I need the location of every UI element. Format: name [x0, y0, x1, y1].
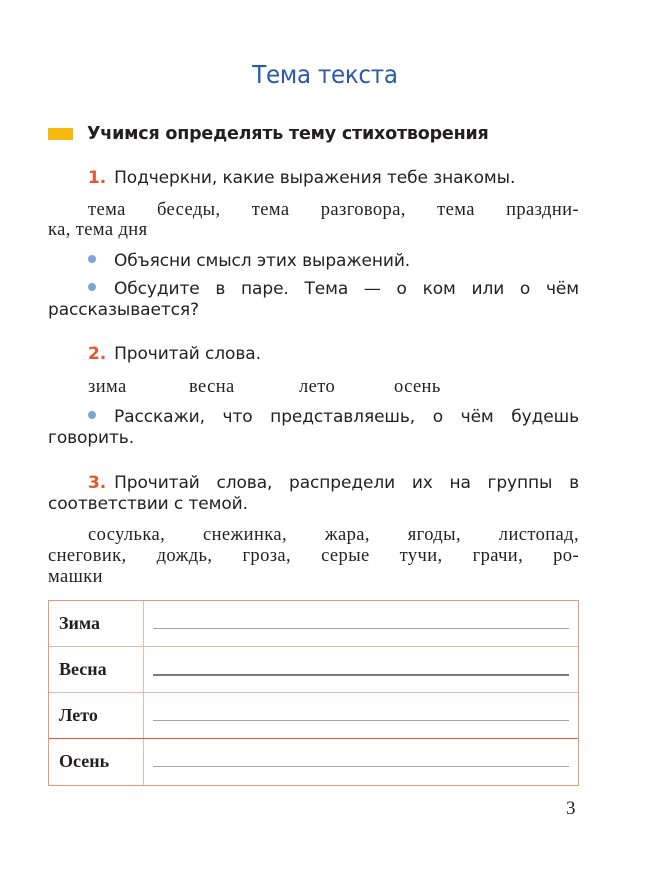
task-3-number: 3.	[88, 473, 107, 493]
task-1-number: 1.	[88, 168, 107, 188]
task-2-bullet-1-line-2: говорить.	[48, 428, 135, 448]
bullet-icon	[88, 283, 96, 291]
page-title: Тема текста	[252, 60, 398, 89]
task-3-instruction-line-1	[48, 473, 579, 494]
answer-field-osen[interactable]	[144, 739, 578, 785]
answer-field-vesna[interactable]	[144, 647, 578, 692]
row-label-zima: Зима	[49, 601, 144, 646]
task-1-bullet-2-line-2: рассказывается?	[48, 300, 199, 320]
section-title: Учимся определять тему стихотворения	[87, 124, 489, 144]
task-1-bullet-2-text: Обсудите в паре. Тема — о ком или о чём	[114, 279, 579, 299]
task-1-bullet-1	[48, 251, 579, 272]
word-zima: зима	[88, 377, 127, 397]
word-vesna: весна	[189, 377, 235, 397]
bullet-icon	[88, 255, 96, 263]
task-2-instruction-text: Прочитай слова.	[114, 344, 261, 364]
season-table	[48, 600, 579, 786]
answer-line	[153, 720, 569, 721]
table-row	[49, 647, 578, 693]
section-header	[48, 124, 489, 144]
task-1-instruction	[48, 168, 579, 189]
task-2-bullet-1-line-1	[48, 407, 579, 428]
page-number: 3	[566, 798, 576, 819]
task-3-words-line-3: машки	[48, 567, 103, 587]
task-1-words-line-2[interactable]: ка, тема дня	[48, 220, 148, 240]
row-label-osen: Осень	[49, 739, 144, 785]
answer-field-zima[interactable]	[144, 601, 578, 646]
answer-field-leto[interactable]	[144, 693, 578, 738]
table-row	[49, 693, 578, 739]
task-1-bullet-2-line-1	[48, 279, 579, 300]
bullet-icon	[88, 411, 96, 419]
table-row	[49, 601, 578, 647]
row-label-leto: Лето	[49, 693, 144, 738]
task-3-instruction-line-2: соответствии с темой.	[48, 494, 248, 514]
row-label-vesna: Весна	[49, 647, 144, 692]
task-1-words-line-1[interactable]: тема беседы, тема разговора, тема праздни-	[88, 200, 579, 220]
word-osen: осень	[394, 377, 441, 397]
task-3-words-line-2: снеговик, дождь, гроза, серые тучи, грачи, ро-	[48, 546, 579, 566]
task-2-number: 2.	[88, 344, 107, 364]
task-2-instruction	[48, 344, 579, 365]
table-row	[49, 739, 578, 785]
section-marker-icon	[48, 128, 73, 140]
task-3-words-line-1: сосулька, снежинка, жара, ягоды, листопад,	[88, 525, 579, 545]
task-3-instruction-text: Прочитай слова, распредели их на группы в	[114, 473, 579, 493]
answer-line	[153, 766, 569, 767]
word-leto: лето	[299, 377, 336, 397]
task-1-bullet-1-text: Объясни смысл этих выражений.	[114, 251, 411, 271]
task-2-bullet-1-text: Расскажи, что представляешь, о чём будешь	[114, 407, 579, 427]
answer-line	[153, 674, 569, 676]
task-1-instruction-text: Подчеркни, какие выражения тебе знакомы.	[114, 168, 516, 188]
answer-line	[153, 628, 569, 629]
